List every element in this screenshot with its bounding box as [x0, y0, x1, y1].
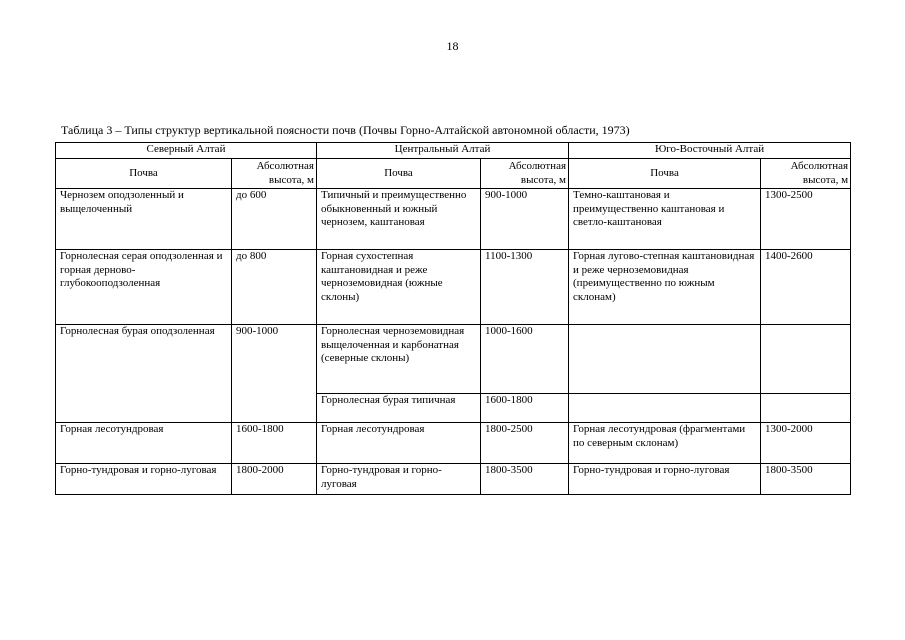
- region-north-header: Северный Алтай: [56, 143, 317, 159]
- table-row: [56, 250, 851, 325]
- central-altitude-cell: 1000-1600: [481, 325, 569, 394]
- north-soil-header: Почва: [56, 159, 232, 189]
- table-row: [56, 464, 851, 495]
- southeast-soil-header: Почва: [569, 159, 761, 189]
- table-caption: Таблица 3 – Типы структур вертикальной поясности почв (Почвы Горно-Алтайской автономной области, 1973): [61, 123, 630, 137]
- central-soil-header: Почва: [317, 159, 481, 189]
- southeast-altitude-cell: 1800-3500: [761, 464, 851, 495]
- southeast-altitude-header: Абсолютная высота, м: [761, 159, 851, 189]
- central-soil-cell: Горная лесотундровая: [317, 423, 481, 464]
- southeast-soil-cell: Горно-тундровая и горно-луговая: [569, 464, 761, 495]
- central-soil-cell: Горнолесная бурая типичная: [317, 394, 481, 423]
- north-altitude-cell: 1600-1800: [232, 423, 317, 464]
- southeast-altitude-cell-empty: [761, 394, 851, 423]
- central-soil-cell: Горнолесная черноземовидная выщелоченная и карбонатная (северные склоны): [317, 325, 481, 394]
- region-southeast-header: Юго-Восточный Алтай: [569, 143, 851, 159]
- central-soil-cell: Типичный и преимущественно обыкновенный и южный чернозем, каштановая: [317, 189, 481, 250]
- north-altitude-cell: до 800: [232, 250, 317, 325]
- table-row: [56, 189, 851, 250]
- soil-zonation-table: [55, 142, 851, 495]
- southeast-altitude-cell: 1400-2600: [761, 250, 851, 325]
- north-altitude-cell: до 600: [232, 189, 317, 250]
- central-altitude-cell: 1800-3500: [481, 464, 569, 495]
- southeast-altitude-cell-empty: [761, 325, 851, 394]
- southeast-soil-cell: Горная лесотундровая (фрагментами по северным склонам): [569, 423, 761, 464]
- north-soil-cell: Чернозем оподзоленный и выщелоченный: [56, 189, 232, 250]
- region-central-header: Центральный Алтай: [317, 143, 569, 159]
- southeast-soil-cell: Темно-каштановая и преимущественно каштановая и светло-каштановая: [569, 189, 761, 250]
- north-soil-cell: Горно-тундровая и горно-луговая: [56, 464, 232, 495]
- central-altitude-cell: 1800-2500: [481, 423, 569, 464]
- central-altitude-cell: 900-1000: [481, 189, 569, 250]
- central-altitude-cell: 1100-1300: [481, 250, 569, 325]
- southeast-soil-cell-empty: [569, 394, 761, 423]
- southeast-soil-cell-empty: [569, 325, 761, 394]
- column-header-row: [56, 159, 851, 189]
- north-altitude-cell: 1800-2000: [232, 464, 317, 495]
- central-soil-cell: Горно-тундровая и горно-луговая: [317, 464, 481, 495]
- page-number: 18: [446, 39, 459, 53]
- north-soil-cell: Горная лесотундровая: [56, 423, 232, 464]
- southeast-altitude-cell: 1300-2500: [761, 189, 851, 250]
- region-header-row: [56, 143, 851, 159]
- north-soil-cell: Горнолесная серая оподзоленная и горная дерново-глубокооподзоленная: [56, 250, 232, 325]
- southeast-soil-cell: Горная лугово-степная каштановидная и реже черноземовидная (преимущественно по южным склонам): [569, 250, 761, 325]
- southeast-altitude-cell: 1300-2000: [761, 423, 851, 464]
- north-altitude-header: Абсолютная высота, м: [232, 159, 317, 189]
- table-row: [56, 325, 851, 394]
- central-soil-cell: Горная сухостепная каштановидная и реже черноземовидная (южные склоны): [317, 250, 481, 325]
- north-soil-cell: Горнолесная бурая оподзоленная: [56, 325, 232, 423]
- table-row: [56, 423, 851, 464]
- central-altitude-cell: 1600-1800: [481, 394, 569, 423]
- central-altitude-header: Абсолютная высота, м: [481, 159, 569, 189]
- north-altitude-cell: 900-1000: [232, 325, 317, 423]
